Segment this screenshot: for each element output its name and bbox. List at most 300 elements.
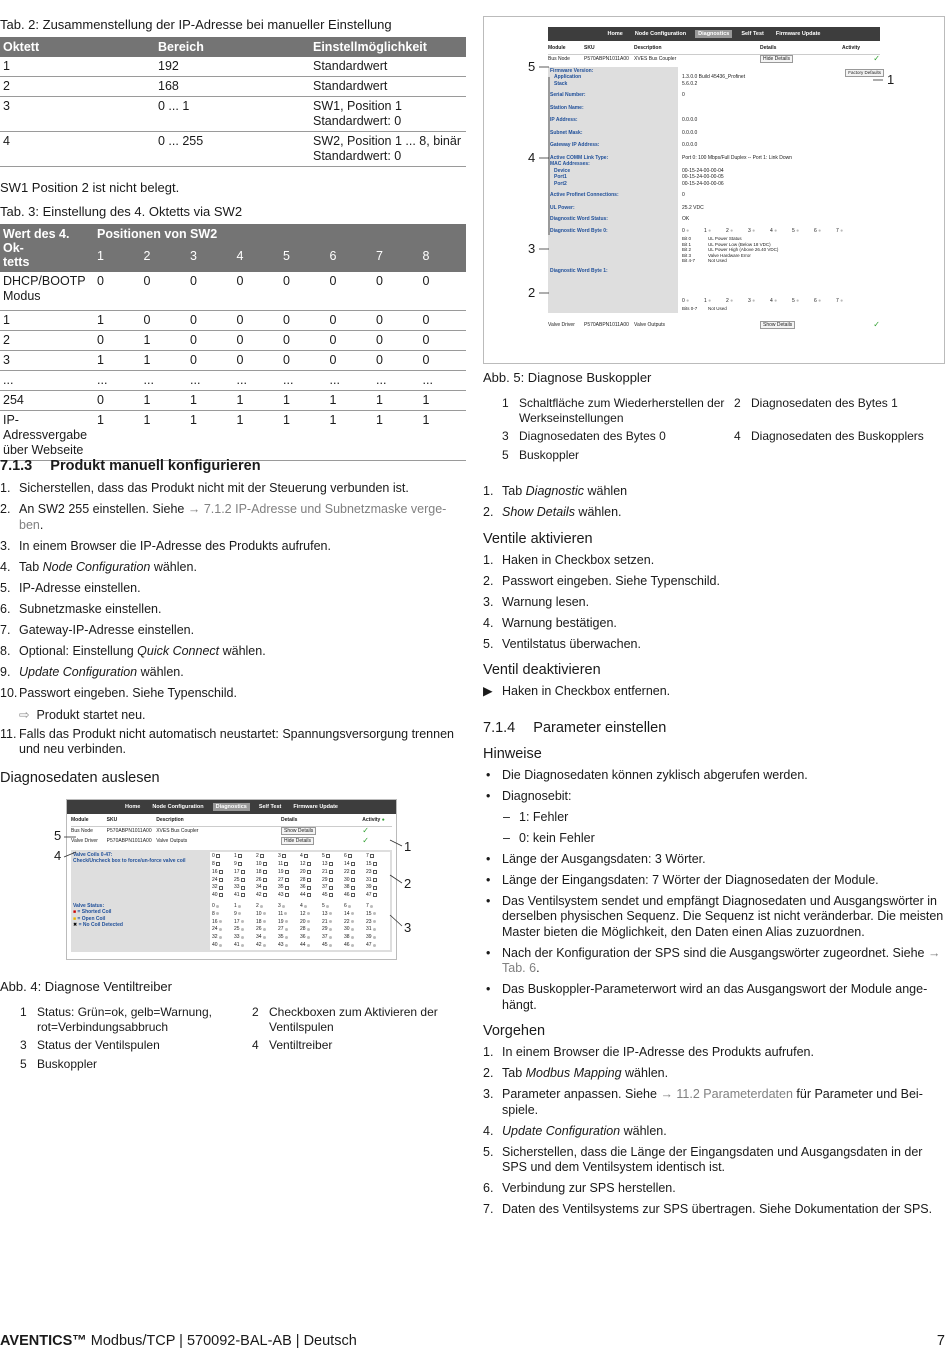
coil-checkbox[interactable]: 38	[344, 884, 366, 892]
coil-status: 34	[256, 933, 278, 941]
step-item	[0, 623, 455, 639]
coil-status: 35	[278, 933, 300, 941]
field-label: Active COMM Link Type:	[550, 154, 609, 161]
legend-text: Diagnosedaten des Bytes 1	[751, 396, 898, 410]
triangle-bullet-icon: ▶	[483, 684, 493, 698]
fig5-caption: Abb. 5: Diagnose Buskoppler	[483, 370, 652, 385]
module-cell: Bus Node	[548, 56, 570, 63]
table-cell: 1	[280, 411, 327, 461]
open-coil-icon: ■	[73, 915, 77, 922]
step-text: Falls das Produkt nicht automatisch neustartet: Spannungsversorgung trennen und neu verbinden.	[19, 726, 454, 756]
table-cell: 0	[234, 331, 281, 351]
coil-status: 10	[256, 910, 278, 918]
coil-status: 39	[366, 933, 388, 941]
table-cell: 0	[280, 331, 327, 351]
coil-status: 2	[256, 902, 278, 910]
coil-checkbox[interactable]: 45	[322, 891, 344, 899]
step-item	[483, 1145, 945, 1176]
coil-checkbox[interactable]: 4	[300, 853, 322, 861]
bit-description: Bit 1 UL Power Low (Below 18 VDC)	[682, 241, 771, 247]
ui-term: Diagnostic	[525, 484, 585, 498]
field-label: Port2	[554, 180, 567, 187]
step-item	[0, 686, 455, 702]
legend-number: 3	[502, 429, 509, 443]
cross-reference-link[interactable]: → 11.2 Parameterdaten	[660, 1087, 793, 1101]
field-value: 00-15-24-00-00-04	[682, 167, 724, 174]
legend-item	[20, 1038, 252, 1053]
table-cell: 0	[187, 311, 234, 331]
table-cell: 1	[94, 411, 141, 461]
bit-indicator: 1 ●	[704, 227, 712, 234]
fig4-callout-1: 1	[404, 839, 412, 854]
module-name: Valve Driver	[71, 838, 98, 845]
field-value: OK	[682, 216, 690, 222]
coil-status: 11	[278, 910, 300, 918]
column-header: Einstellmöglichkeit	[310, 37, 466, 57]
ui-term: Show Details	[502, 505, 575, 519]
coil-checkbox[interactable]: 18	[256, 868, 278, 876]
nav-tab[interactable]: Self Test	[741, 31, 764, 37]
table-cell: 1	[420, 411, 467, 461]
coil-status: 0	[212, 902, 234, 910]
step-text: Update Configuration wählen.	[502, 1123, 667, 1138]
fig4-callout-4: 4	[54, 848, 62, 863]
coil-checkbox[interactable]: 24	[212, 876, 234, 884]
legend-number: 2	[252, 1005, 259, 1019]
step-item	[0, 581, 455, 597]
table-cell: ...	[420, 371, 467, 391]
bit-indicator: 2 ●	[726, 227, 734, 234]
step-text: Ventilstatus überwachen.	[502, 636, 641, 651]
hint-item: • Länge der Eingangsdaten: 7 Wörter der Diagnosedaten der Module.	[483, 873, 945, 889]
fig4-leader-lines	[62, 826, 407, 935]
procedure-heading: Vorgehen	[483, 1023, 546, 1039]
field-value: 5.6.0.2	[682, 80, 698, 87]
coil-checkbox[interactable]: 33	[234, 884, 256, 892]
field-value: Port 0: 100 Mbps/Full Duplex -- Port 1: Link Down	[682, 154, 793, 161]
step-text: In einem Browser die IP-Adresse des Produkts aufrufen.	[19, 538, 331, 553]
table-cell: 0	[234, 351, 281, 371]
section-number: 7.1.4	[483, 719, 516, 736]
coil-status: 30	[344, 926, 366, 934]
coil-checkbox[interactable]: 42	[256, 891, 278, 899]
brand-name: AVENTICS™	[0, 1333, 87, 1349]
table-cell: 1	[94, 311, 141, 331]
step-number: 9.	[0, 664, 11, 679]
legend-item	[734, 429, 934, 444]
cross-reference-link[interactable]: → 7.1.2 IP-Adresse und Subnetzmaske vergeben	[19, 502, 447, 532]
position-header: 6	[327, 243, 374, 272]
step-number: 3.	[483, 594, 494, 609]
module-cell: Valve Outputs	[634, 322, 666, 329]
step-item	[483, 1202, 945, 1218]
table-cell: 0 ... 1	[155, 97, 310, 132]
check-icon: ✓	[362, 836, 369, 846]
step-item	[0, 539, 455, 555]
coil-status: 1	[234, 902, 256, 910]
position-header: 5	[280, 243, 327, 272]
step-item	[483, 616, 945, 632]
section-714-heading	[483, 720, 945, 736]
legend-number: 5	[20, 1056, 27, 1071]
coil-checkbox[interactable]: 30	[344, 876, 366, 884]
column-header: SKU	[584, 45, 595, 51]
details-button[interactable]: Show Details	[760, 322, 842, 329]
valve-off-steps	[483, 684, 945, 700]
step-item	[483, 595, 945, 611]
check-icon: ✓	[873, 320, 880, 330]
coil-checkbox[interactable]: 29	[322, 876, 344, 884]
coil-checkbox[interactable]: 44	[300, 891, 322, 899]
coil-checkbox[interactable]: 40	[212, 891, 234, 899]
bit-indicator: 6 ●	[814, 297, 822, 304]
coil-checkbox[interactable]: 35	[278, 884, 300, 892]
hint-item: • Diagnosebit:	[483, 789, 945, 805]
field-value: 25.2 VDC	[682, 204, 704, 211]
shorted-coil-icon: ■	[73, 909, 77, 915]
fig4-nav-bar	[67, 800, 396, 814]
legend-number: 4	[734, 429, 741, 443]
table-cell: 1	[187, 411, 234, 461]
table-cell: 0	[327, 272, 374, 311]
step-item	[0, 502, 455, 533]
legend-text: Ventiltreiber	[269, 1038, 333, 1052]
table-cell: Standardwert	[310, 77, 466, 97]
module-header	[71, 817, 392, 827]
coil-status: 22	[344, 918, 366, 926]
nav-tab[interactable]: Node Configuration	[152, 804, 204, 810]
coil-status: 36	[300, 933, 322, 941]
coil-checkbox[interactable]: 21	[322, 868, 344, 876]
coil-checkbox[interactable]: 5	[322, 853, 344, 861]
column-header: Details	[281, 817, 298, 823]
coil-checkbox[interactable]: 37	[322, 884, 344, 892]
coil-status: 8	[212, 910, 234, 918]
coil-status: 18	[256, 918, 278, 926]
step-text: Warnung bestätigen.	[502, 615, 617, 630]
coil-checkbox[interactable]: 11	[278, 860, 300, 868]
valve-coils-hint: Check/Uncheck box to force/un-force valve coil	[73, 858, 186, 864]
column-header: Wert des 4. Ok- tetts	[0, 224, 94, 272]
coil-checkbox[interactable]: 46	[344, 891, 366, 899]
position-header: 7	[373, 243, 420, 272]
valve-status-title: Valve Status:	[73, 902, 105, 909]
factory-defaults-button[interactable]: Factory Defaults	[845, 69, 884, 78]
module-name: Bus Node	[71, 828, 93, 835]
coil-status: 16	[212, 918, 234, 926]
tab2-table	[0, 37, 466, 167]
table-cell: 0	[420, 311, 467, 331]
legend-text: Buskoppler	[37, 1056, 98, 1071]
right-text	[483, 484, 945, 1223]
hints-list	[483, 768, 945, 1014]
bit-indicator: 4 ●	[770, 297, 778, 304]
table-row	[0, 331, 466, 351]
coil-checkbox[interactable]: 36	[300, 884, 322, 892]
nav-tab[interactable]: Self Test	[258, 804, 282, 810]
table-cell: ...	[94, 371, 141, 391]
nav-tab[interactable]: Home	[125, 804, 141, 810]
hints-heading: Hinweise	[483, 745, 542, 762]
module-description: Valve Outputs	[156, 838, 188, 845]
bit-indicator: 7 ●	[836, 297, 844, 304]
section-title: Produkt manuell konfigurieren	[50, 458, 261, 474]
coil-checkbox[interactable]: 12	[300, 860, 322, 868]
coil-checkbox[interactable]: 15	[366, 860, 388, 868]
table-cell: SW1, Position 1 Standardwert: 0	[310, 97, 466, 132]
coil-status: 7	[366, 902, 388, 910]
field-label: IP Address:	[550, 117, 578, 123]
bit-indicator: 7 ●	[836, 227, 844, 234]
field-label: Active Profinet Connections:	[550, 192, 619, 198]
table-cell: 1	[141, 391, 188, 411]
coil-status: 9	[234, 910, 256, 918]
table-cell: 2	[0, 331, 94, 351]
column-header: Activity	[842, 45, 861, 51]
procedure-steps	[483, 1045, 945, 1218]
table-cell: 0 ... 255	[155, 132, 310, 167]
coil-checkbox[interactable]: 39	[366, 884, 388, 892]
field-label: Stack	[554, 80, 568, 87]
field-label: Subnet Mask:	[550, 129, 583, 136]
table-cell: 1	[327, 391, 374, 411]
coil-status: 45	[322, 941, 344, 949]
table-cell: 0	[420, 331, 467, 351]
legend-item	[20, 1005, 252, 1034]
coil-checkbox[interactable]: 16	[212, 868, 234, 876]
coil-status: 33	[234, 933, 256, 941]
section-713-heading	[0, 458, 261, 474]
coil-checkbox[interactable]: 3	[278, 853, 300, 861]
table-cell: 0	[373, 351, 420, 371]
coil-checkbox[interactable]: 26	[256, 876, 278, 884]
table-row	[0, 97, 466, 132]
coil-status: 27	[278, 926, 300, 934]
coil-checkbox[interactable]: 7	[366, 853, 388, 861]
step-text: Tab Modbus Mapping wählen.	[502, 1066, 669, 1080]
step-number: 3.	[483, 1087, 494, 1101]
tab3-caption: Tab. 3: Einstellung des 4. Oktetts via SW2	[0, 204, 243, 219]
coil-checkbox[interactable]: 32	[212, 884, 234, 892]
legend-item	[252, 1005, 452, 1034]
coil-checkbox[interactable]: 27	[278, 876, 300, 884]
bit-indicator: 2 ●	[726, 297, 734, 304]
nav-tab[interactable]: Node Configuration	[634, 31, 687, 37]
coil-checkbox[interactable]: 47	[366, 891, 388, 899]
table-cell: 0	[420, 272, 467, 311]
step-number: 2.	[483, 505, 494, 519]
step-number: 1.	[0, 481, 11, 495]
module-sku: P570ABPN1011A00	[106, 828, 152, 835]
bit-description: Bit 3 Valve Hardware Error	[682, 252, 751, 258]
coil-checkbox[interactable]: 43	[278, 891, 300, 899]
coil-checkbox[interactable]: 41	[234, 891, 256, 899]
coil-status: 3	[278, 902, 300, 910]
position-header: 8	[420, 243, 467, 272]
step-text: Haken in Checkbox setzen.	[502, 552, 655, 567]
diagnostic-steps	[483, 484, 945, 521]
bit-indicator: 0 ●	[682, 297, 690, 304]
table-cell: ...	[141, 371, 188, 391]
legend-number: 1	[502, 396, 509, 410]
coil-checkbox[interactable]: 1	[234, 853, 256, 861]
field-label: Serial Number:	[550, 92, 586, 98]
coil-status: 14	[344, 910, 366, 918]
coil-checkbox[interactable]: 23	[366, 868, 388, 876]
details-button[interactable]: Hide Details	[760, 56, 842, 63]
table-row	[0, 57, 466, 77]
column-group-header: Positionen von SW2	[94, 224, 466, 243]
coil-checkbox[interactable]: 13	[322, 860, 344, 868]
coil-checkbox[interactable]: 8	[212, 860, 234, 868]
step-text: Tab Node Configuration wählen.	[19, 559, 197, 574]
field-label: Station Name:	[550, 104, 584, 111]
table-cell: 0	[280, 272, 327, 311]
bit-indicator: 0 ●	[682, 227, 690, 234]
module-sku: P570ABPN1011A00	[106, 838, 152, 845]
field-label: MAC Addresses:	[550, 161, 590, 167]
coil-status: 5	[322, 902, 344, 910]
table-row	[0, 351, 466, 371]
step-number: 5.	[0, 580, 11, 595]
step-text: An SW2 255 einstellen. Siehe → 7.1.2 IP-Adresse und Subnetzmaske vergeben.	[19, 502, 447, 532]
coil-checkbox[interactable]: 34	[256, 884, 278, 892]
step-number: 1.	[483, 552, 494, 567]
step-text: Show Details wählen.	[502, 505, 622, 519]
coil-checkbox[interactable]: 25	[234, 876, 256, 884]
coil-checkbox[interactable]: 2	[256, 853, 278, 861]
coil-checkbox[interactable]: 17	[234, 868, 256, 876]
bit-indicator: 6 ●	[814, 227, 822, 234]
module-cell: Valve Driver	[548, 322, 575, 329]
step-text: Subnetzmaske einstellen.	[19, 601, 162, 616]
step-number: 10.	[0, 685, 18, 700]
table-cell: 168	[155, 77, 310, 97]
coil-checkbox[interactable]: 22	[344, 868, 366, 876]
module-header	[548, 45, 880, 55]
legend-text: Buskoppler	[519, 447, 580, 462]
fig4-caption: Abb. 4: Diagnose Ventiltreiber	[0, 979, 172, 994]
module-cell: P570ABPN1011A00	[584, 56, 629, 63]
ui-term: Update Configuration	[19, 664, 138, 679]
legend-text: Diagnosedaten des Buskopplers	[751, 429, 924, 443]
step-item	[0, 644, 455, 660]
nav-tab[interactable]: Home	[607, 31, 623, 37]
table-cell: 1	[141, 331, 188, 351]
tab2-caption: Tab. 2: Zusammenstellung der IP-Adresse bei manueller Einstellung	[0, 17, 392, 32]
ui-term: Node Configuration	[42, 559, 151, 574]
details-button[interactable]: Hide Details	[281, 838, 362, 845]
fig5-leader-lines	[483, 55, 945, 315]
table-cell: 1	[141, 351, 188, 371]
coil-status: 28	[300, 926, 322, 934]
valves-on-steps	[483, 553, 945, 653]
step-item	[483, 484, 945, 500]
step-item	[483, 1124, 945, 1140]
step-11-list	[0, 727, 455, 758]
coil-status: 21	[322, 918, 344, 926]
no-coil-icon: ✖	[73, 922, 78, 928]
coil-status: 4	[300, 902, 322, 910]
field-value: 0	[682, 192, 685, 198]
fig4-callout-5: 5	[54, 828, 62, 843]
field-value: 1.3.0.0 Build 45436_Profinet	[682, 74, 746, 80]
coil-status: 44	[300, 941, 322, 949]
step-item	[483, 1066, 945, 1082]
column-header: Description	[634, 45, 662, 51]
step-text: Sicherstellen, dass die Länge der Eingangsdaten und Ausgangsdaten in der SPS und dem Ventilsystem identisch ist.	[502, 1144, 923, 1174]
table-cell: IP-Adressvergabe über Webseite	[0, 411, 94, 461]
table-cell: 0	[327, 331, 374, 351]
table-cell: DHCP/BOOTP Modus	[0, 272, 94, 311]
coil-checkbox[interactable]: 10	[256, 860, 278, 868]
step-item	[483, 1181, 945, 1197]
hint-item: • Nach der Konfiguration der SPS sind die Ausgangswörter zugeordnet. Siehe → Tab. 6.	[483, 946, 945, 977]
bit-indicator: 4 ●	[770, 227, 778, 234]
hint-item: • Das Ventilsystem sendet und empfängt Diagnosedaten und Ausgangswörter in derselben physischen Sequenz. Die Sequenz ist nicht veränderbar. Die meisten Master bieten die Möglichkeit, den Daten einen Alias zuzuordnen.	[483, 894, 945, 941]
coil-checkbox[interactable]: 20	[300, 868, 322, 876]
nav-tab[interactable]: Firmware Update	[775, 31, 821, 37]
nav-tab[interactable]: Firmware Update	[293, 804, 338, 810]
step-item	[483, 637, 945, 653]
table-cell: 0	[280, 351, 327, 371]
coil-status: 46	[344, 941, 366, 949]
step-number: 3.	[0, 538, 11, 553]
column-header: Oktett	[0, 37, 155, 57]
legend-text: Status: Grün=ok, gelb=Warnung, rot=Verbindungsabbruch	[37, 1005, 212, 1034]
position-header: 1	[94, 243, 141, 272]
step-number: 4.	[0, 559, 11, 574]
page-number: 7	[936, 1333, 945, 1349]
diagnose-heading: Diagnosedaten auslesen	[0, 770, 160, 786]
coil-checkbox[interactable]: 0	[212, 853, 234, 861]
step-number: 2.	[0, 502, 11, 516]
coil-checkbox[interactable]: 31	[366, 876, 388, 884]
hint-item: • Die Diagnosedaten können zyklisch abgerufen werden.	[483, 768, 945, 784]
nav-tab[interactable]: Diagnostics	[695, 30, 732, 38]
cross-reference-link[interactable]: → Tab. 6	[502, 945, 941, 975]
legend-item	[502, 396, 734, 425]
bit-description: Bit 2 UL Power High (Above 26.40 VDC)	[682, 247, 779, 252]
step-item	[483, 574, 945, 590]
coil-checkbox[interactable]: 6	[344, 853, 366, 861]
nav-tab[interactable]: Diagnostics	[213, 803, 250, 811]
table-cell: 0	[187, 351, 234, 371]
field-label: Diagnostic Word Status:	[550, 216, 608, 222]
details-button[interactable]: Show Details	[281, 828, 362, 835]
coil-status: 13	[322, 910, 344, 918]
bit-indicator: 5 ●	[792, 227, 800, 234]
check-icon: ✓	[362, 826, 369, 836]
sw1-note: SW1 Position 2 ist nicht belegt.	[0, 180, 180, 195]
coil-checkbox[interactable]: 9	[234, 860, 256, 868]
table-cell: ...	[327, 371, 374, 391]
legend-number: 2	[734, 396, 741, 410]
step-number: 2.	[483, 573, 494, 588]
coil-checkbox[interactable]: 14	[344, 860, 366, 868]
hint-item: • Das Buskoppler-Parameterwort wird an das Ausgangswort der Module angehängt.	[483, 982, 945, 1013]
table-cell: 0	[141, 311, 188, 331]
table-cell: 2	[0, 77, 155, 97]
coil-status: 38	[344, 933, 366, 941]
hint-item: • Länge der Ausgangsdaten: 3 Wörter.	[483, 852, 945, 868]
legend-item	[252, 1038, 452, 1053]
coil-checkbox[interactable]: 28	[300, 876, 322, 884]
hint-item: – 1: Fehler	[483, 810, 945, 826]
field-label: Gateway IP Address:	[550, 142, 600, 148]
coil-checkbox[interactable]: 19	[278, 868, 300, 876]
position-header: 4	[234, 243, 281, 272]
